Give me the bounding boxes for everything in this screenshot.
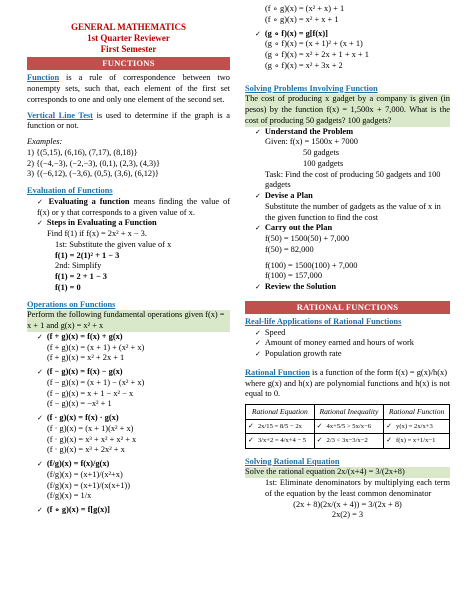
eval-line-6: f(1) = 0 — [55, 282, 81, 292]
solve-eq-1: (2x + 8)(2x/(x + 4)) = 3/(2x + 8) — [293, 499, 402, 509]
problems-heading: Solving Problems Involving Function — [245, 83, 378, 93]
vlt-term: Vertical Line Test — [27, 110, 93, 120]
operations-heading: Operations on Functions — [27, 299, 116, 309]
carry-step: ✓ Carry out the Plan — [245, 223, 450, 234]
calc-line-5: f(100) = 157,000 — [265, 271, 323, 281]
table-header-function: Rational Function — [384, 405, 450, 420]
eval-line-1: Find f(1) if f(x) = 2x² + x − 3. — [47, 229, 147, 239]
eval-line-3: f(1) = 2(1)² + 1 − 3 — [55, 250, 120, 260]
doc-title: GENERAL MATHEMATICS — [71, 22, 186, 32]
quot-line-1: ✓ (f/g)(x) = f(x)/g(x) — [27, 459, 230, 470]
doc-quarter: 1st Quarter Reviewer — [87, 32, 170, 43]
solve-heading: Solving Rational Equation — [245, 456, 340, 466]
prod-line-4: (f · g)(x) = x³ + 2x² + x — [47, 445, 125, 455]
eval-line-2: 1st: Substitute the given value of x — [55, 239, 172, 249]
task-line: Task: Find the cost of producing 50 gadgets and 100 gadgets — [265, 169, 441, 190]
table-header-equation: Rational Equation — [246, 405, 315, 420]
rational-banner: RATIONAL FUNCTIONS — [245, 301, 450, 314]
problem-statement: The cost of producing x gadget by a company is given (in pesos) by the function f(x) = 1,500x + 7,000. What is the cost of producing 50 gadgets? 100 gadgets? — [245, 94, 450, 125]
operations-intro: Perform the following fundamental operations given f(x) = x + 1 and g(x) = x² + x — [27, 310, 230, 332]
example-1: 1) {(5,15), (6,16), (7,17), (8,18)} — [27, 147, 138, 157]
quot-line-4: (f/g)(x) = 1/x — [47, 491, 92, 501]
sum-line-3: (f + g)(x) = x² + 2x + 1 — [47, 353, 125, 363]
sum-line-1: ✓ (f + g)(x) = f(x) + g(x) — [27, 332, 230, 343]
table-header-inequality: Rational Inequality — [314, 405, 383, 420]
diff-line-4: (f − g)(x) = −x² + 1 — [47, 399, 112, 409]
apps-heading: Real-life Applications of Rational Functions — [245, 316, 402, 326]
calc-line-4: f(100) = 1500(100) + 7,000 — [265, 260, 358, 270]
sum-line-2: (f + g)(x) = (x + 1) + (x² + x) — [47, 342, 145, 352]
table-cell: ✓ f(x) = x+1/x−1 — [384, 434, 450, 448]
vlt-definition: Vertical Line Test is used to determine if the graph is a function or not. — [27, 110, 231, 131]
functions-banner: FUNCTIONS — [27, 57, 230, 70]
solve-eq-2: 2x(2) = 3 — [331, 510, 364, 520]
doc-semester: First Semester — [100, 43, 157, 54]
given-line-3: 100 gadgets — [303, 158, 344, 168]
fg-line-2: (f ∘ g)(x) = x² + x + 1 — [265, 14, 339, 24]
rational-function-definition: Rational Function is a function of the form f(x) = g(x)/h(x) — [245, 367, 447, 377]
prod-line-1: ✓ (f · g)(x) = f(x) · g(x) — [27, 413, 230, 424]
diff-line-1: ✓ (f − g)(x) = f(x) − g(x) — [27, 367, 230, 378]
table-cell: ✓ 2/3 < 3x−3/x−2 — [314, 434, 383, 448]
examples-label: Examples: — [27, 137, 63, 147]
gf-line-4: (g ∘ f)(x) = x² + 3x + 2 — [265, 60, 343, 70]
eval-line-5: f(1) = 2 + 1 − 3 — [55, 272, 107, 282]
understand-step: ✓ Understand the Problem — [245, 127, 450, 138]
function-term: Function — [27, 73, 60, 83]
gf-line-2: (g ∘ f)(x) = (x + 1)² + (x + 1) — [265, 39, 363, 49]
rational-function-text: where g(x) and h(x) are polynomial functions and h(x) is not equal to 0. — [245, 378, 450, 399]
gf-line-1: ✓ (g ∘ f)(x) = g[f(x)] — [245, 29, 450, 40]
left-column — [27, 22, 230, 516]
app-item-population: ✓ Population growth rate — [245, 349, 450, 360]
table-cell: ✓ y(x) = 2x/x+3 — [384, 419, 450, 433]
gf-line-3: (g ∘ f)(x) = x² + 2x + 1 + x + 1 — [265, 50, 369, 59]
evaluation-item-1: ✓ Evaluating a function means finding the value of f(x) or y that corresponds to a given value of x. — [27, 197, 230, 219]
function-definition: Function is a rule of correspondence between two nonempty sets, such that, each element of the first set corresponds to one and only one element of the second set. — [27, 73, 230, 104]
fg-line-1: (f ∘ g)(x) = (x² + x) + 1 — [265, 4, 345, 13]
app-item-money: ✓ Amount of money earned and hours of work — [245, 338, 450, 349]
right-column — [245, 4, 450, 521]
app-item-speed: ✓ Speed — [245, 328, 450, 339]
example-2: 2) {(−4,−3), (−2,−3), (0,1), (2,3), (4,3)} — [27, 158, 160, 168]
devise-step: ✓ Devise a Plan — [245, 191, 450, 202]
rational-table — [245, 404, 450, 449]
prod-line-3: (f · g)(x) = x³ + x² + x² + x — [47, 434, 137, 444]
given-line-2: 50 gadgets — [303, 148, 340, 157]
calc-line-2: f(50) = 82,000 — [265, 244, 314, 254]
calc-line-1: f(50) = 1500(50) + 7,000 — [265, 234, 350, 243]
diff-line-2: (f − g)(x) = (x + 1) − (x² + x) — [47, 377, 145, 387]
eval-line-4: 2nd: Simplify — [55, 261, 102, 271]
evaluation-heading: Evaluation of Functions — [27, 186, 113, 196]
given-line-1: Given: f(x) = 1500x + 7000 — [265, 137, 358, 147]
review-step: ✓ Review the Solution — [245, 282, 450, 293]
table-cell: ✓ 3/x+2 = 4/x+4 − 5 — [246, 434, 315, 448]
evaluation-item-2: ✓ Steps in Evaluating a Function — [27, 218, 230, 229]
example-3: 3) {(−6,12), (−3,6), (0,5), (3,6), (6,12)} — [27, 169, 159, 179]
solve-step-1: 1st: Eliminate denominators by multiplying each term of the equation by the least common denominator — [265, 478, 450, 498]
table-cell: ✓ 4x+5/5 > 5x/x−6 — [314, 419, 383, 433]
rational-function-term: Rational Function — [245, 367, 310, 377]
quot-line-3: (f/g)(x) = (x+1)/(x(x+1)) — [47, 480, 131, 490]
solve-intro: Solve the rational equation 2x/(x+4) = 3/(2x+8) — [245, 467, 450, 478]
prod-line-2: (f · g)(x) = (x + 1)(x² + x) — [47, 423, 134, 433]
quot-line-2: (f/g)(x) = (x+1)/(x²+x) — [47, 469, 123, 479]
devise-text: Substitute the number of gadgets as the value of x in the given function to find the cost — [265, 201, 441, 222]
comp-start-line: ✓ (f ∘ g)(x) = f[g(x)] — [27, 505, 230, 516]
table-cell: ✓ 2x/15 = 8/5 − 2x — [246, 419, 315, 433]
diff-line-3: (f − g)(x) = x + 1 − x² − x — [47, 388, 134, 398]
